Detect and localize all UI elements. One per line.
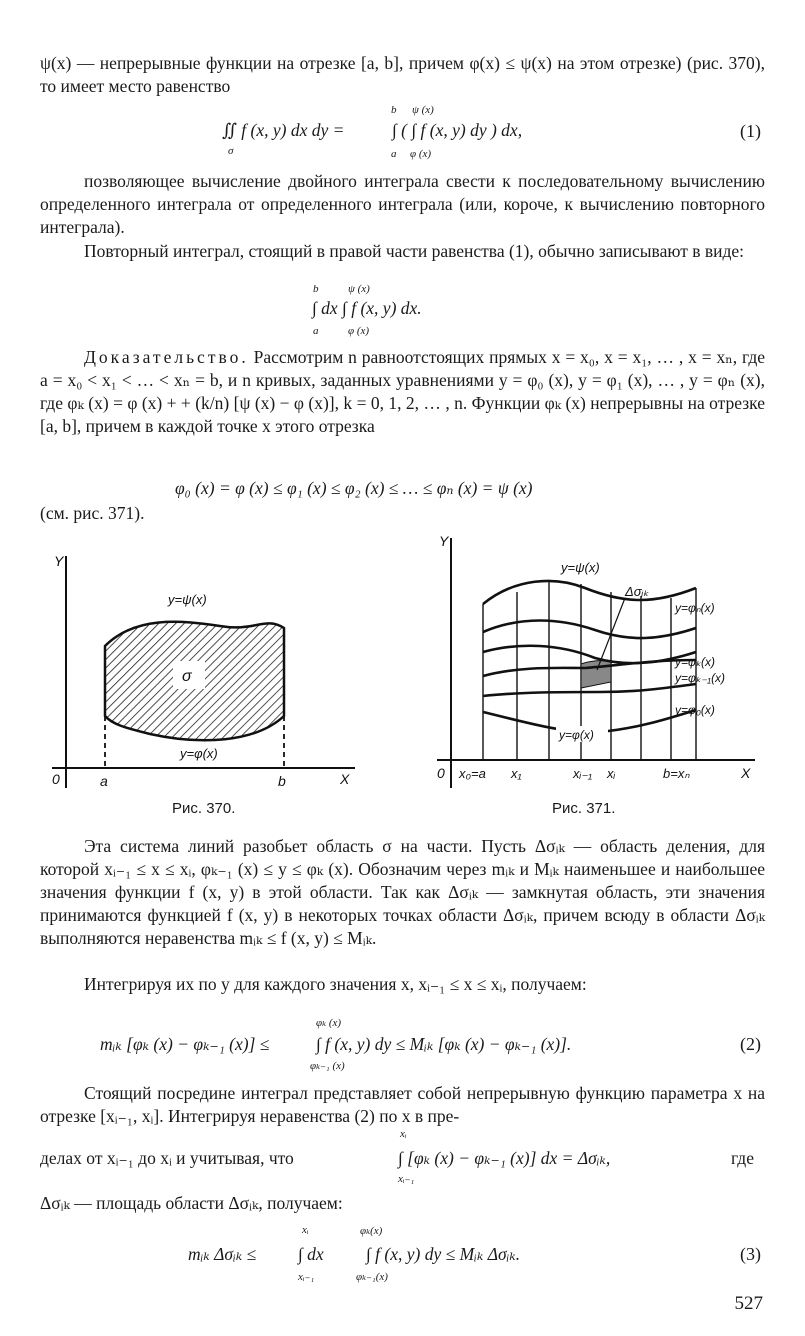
- fig371-upper-label: y=ψ(x): [561, 560, 600, 575]
- paragraph-middle-integral: Стоящий посредине интеграл представляет собой непрерывную функцию параметра x на отрезке [xᵢ₋₁, xᵢ]. Интегрируя неравенства (2) по x в пре-: [40, 1083, 765, 1126]
- figure-371: [425, 532, 770, 794]
- fig371-y-label: Y: [439, 533, 449, 549]
- eq1-outer-upper: b: [391, 104, 397, 116]
- limits-text: делах от xᵢ₋₁ до xᵢ и учитывая, что: [40, 1148, 294, 1168]
- eq-iter-outer-lower: a: [313, 325, 319, 337]
- eq1-lhs-sub: σ: [228, 145, 234, 157]
- eq-iter-inner-upper: ψ (x): [348, 283, 370, 295]
- limits-integral: ∫ [φₖ (x) − φₖ₋₁ (x)] dx = Δσᵢₖ,: [398, 1148, 611, 1168]
- eq2-upper: φₖ (x): [316, 1017, 342, 1029]
- eq3-int1: ∫ dx: [298, 1244, 324, 1264]
- fig371-phin-label: y=φₙ(x): [675, 601, 715, 615]
- fig370-b: b: [278, 773, 286, 789]
- paragraph-2: позволяющее вычисление двойного интеграла свести к последовательному вычислению определенного интеграла от определенного интеграла (или, короче, к вычислению повторного интеграла).: [40, 171, 765, 237]
- eq3-u2: φₖ(x): [360, 1225, 383, 1237]
- paragraph-intro: ψ(x) — непрерывные функции на отрезке [a, b], причем φ(x) ≤ ψ(x) на этом отрезке) (рис. 370), то имеет место равенство: [40, 53, 765, 96]
- figure-370: [40, 538, 380, 798]
- fig371-xi-label: xᵢ: [607, 766, 616, 781]
- fig370-lower-label: y=φ(x): [180, 746, 218, 761]
- eq1-lhs: ∬ f (x, y) dx dy =: [222, 120, 345, 140]
- equation-chain: φ₀ (x) = φ (x) ≤ φ₁ (x) ≤ φ₂ (x) ≤ … ≤ φₙ (x) = ψ (x): [175, 478, 533, 498]
- fig370-a: a: [100, 773, 108, 789]
- eq-iter-outer-upper: b: [313, 283, 319, 295]
- paragraph-integrate: Интегрируя их по y для каждого значения x, xᵢ₋₁ ≤ x ≤ xᵢ, получаем:: [84, 974, 587, 994]
- fig371-lower-label: y=φ(x): [559, 728, 594, 742]
- paragraph-see-fig: (см. рис. 371).: [40, 503, 145, 523]
- fig371-xn-label: b=xₙ: [663, 766, 690, 781]
- eq3-number: (3): [740, 1244, 761, 1264]
- fig371-phi0-label: y=φ₀(x): [675, 703, 715, 717]
- eq1-rhs: ∫ ( ∫ f (x, y) dy ) dx,: [392, 120, 523, 140]
- eq2-left: mᵢₖ [φₖ (x) − φₖ₋₁ (x)] ≤: [100, 1034, 270, 1054]
- eq3-int2: ∫ f (x, y) dy ≤ Mᵢₖ Δσᵢₖ.: [366, 1244, 521, 1264]
- proof-text: Рассмотрим n равноотстоящих прямых x = x₀, x = x₁, … , x = xₙ, где a = x₀ < x₁ < … < xₙ = b, и n кривых, заданных уравнениями y = φ₀ (x), y = φ₁ (x), … , y = φₙ (x), где φₖ (x) = φ (x) + + (k/n) [ψ (x) − φ (x)], k = 0, 1, 2, … , n. Функции φₖ (x) непрерывны на отрезке [a, b], причем в каждой точке x этого отрезка: [40, 347, 765, 436]
- paragraph-partition: Эта система линий разобьет область σ на части. Пусть Δσᵢₖ — область деления, для которой xᵢ₋₁ ≤ x ≤ xᵢ, φₖ₋₁ (x) ≤ y ≤ φₖ (x). Обозначим через mᵢₖ и Mᵢₖ наименьшее и наибольшее значения функции f (x, y) в этой области. Так как Δσᵢₖ — замкнутая область, эти значения принимаются функцией f (x, y) в некоторых точках области Δσᵢₖ, причем всюду в области Δσᵢₖ выполняются неравенства mᵢₖ ≤ f (x, y) ≤ Mᵢₖ.: [40, 836, 765, 948]
- proof-heading: Доказательство.: [84, 347, 249, 367]
- limits-lower: xᵢ₋₁: [398, 1173, 415, 1185]
- fig371-delta-cell: [581, 661, 611, 688]
- eq-iter-inner-lower: φ (x): [348, 325, 370, 337]
- eq3-l2: φₖ₋₁(x): [356, 1271, 388, 1283]
- eq3-u1: xᵢ: [302, 1224, 309, 1236]
- eq-iter-text: ∫ dx ∫ f (x, y) dx.: [312, 298, 422, 318]
- paragraph-3: Повторный интеграл, стоящий в правой части равенства (1), обычно записывают в виде:: [84, 241, 745, 261]
- fig371-x1-label: x₁: [511, 766, 522, 781]
- eq1-inner-lower: φ (x): [410, 148, 432, 160]
- fig371-caption: Рис. 371.: [552, 800, 616, 817]
- eq3-left: mᵢₖ Δσᵢₖ ≤: [188, 1244, 257, 1264]
- fig370-origin: 0: [52, 771, 60, 787]
- page-number: 527: [734, 1293, 763, 1314]
- fig371-curves: [483, 581, 696, 732]
- limits-where: где: [731, 1148, 754, 1168]
- fig371-x-label: X: [741, 765, 751, 781]
- fig370-upper-label: y=ψ(x): [168, 592, 207, 607]
- fig371-delta-label: Δσᵢₖ: [625, 584, 649, 599]
- fig371-origin: 0: [437, 765, 445, 781]
- limits-upper: xᵢ: [400, 1128, 407, 1140]
- fig370-region-label: σ: [182, 668, 192, 685]
- fig371-xi1-label: xᵢ₋₁: [573, 766, 593, 781]
- fig370-x-label: X: [340, 771, 350, 787]
- eq2-integral: ∫ f (x, y) dy ≤ Mᵢₖ [φₖ (x) − φₖ₋₁ (x)].: [316, 1034, 572, 1054]
- paragraph-area: Δσᵢₖ — площадь области Δσᵢₖ, получаем:: [40, 1193, 343, 1213]
- eq2-number: (2): [740, 1034, 761, 1054]
- fig371-phik-label: y=φₖ(x): [675, 655, 715, 669]
- eq1-number: (1): [740, 121, 761, 141]
- fig371-phik1-label: y=φₖ₋₁(x): [675, 671, 726, 685]
- paragraph-proof: [40, 346, 765, 438]
- eq2-lower: φₖ₋₁ (x): [310, 1060, 345, 1072]
- fig370-y-label: Y: [54, 553, 64, 569]
- eq3-l1: xᵢ₋₁: [298, 1271, 315, 1283]
- eq1-inner-upper: ψ (x): [412, 104, 434, 116]
- eq1-outer-lower: a: [391, 148, 397, 160]
- fig370-caption: Рис. 370.: [172, 800, 236, 817]
- fig371-x0-label: x₀=a: [459, 766, 486, 781]
